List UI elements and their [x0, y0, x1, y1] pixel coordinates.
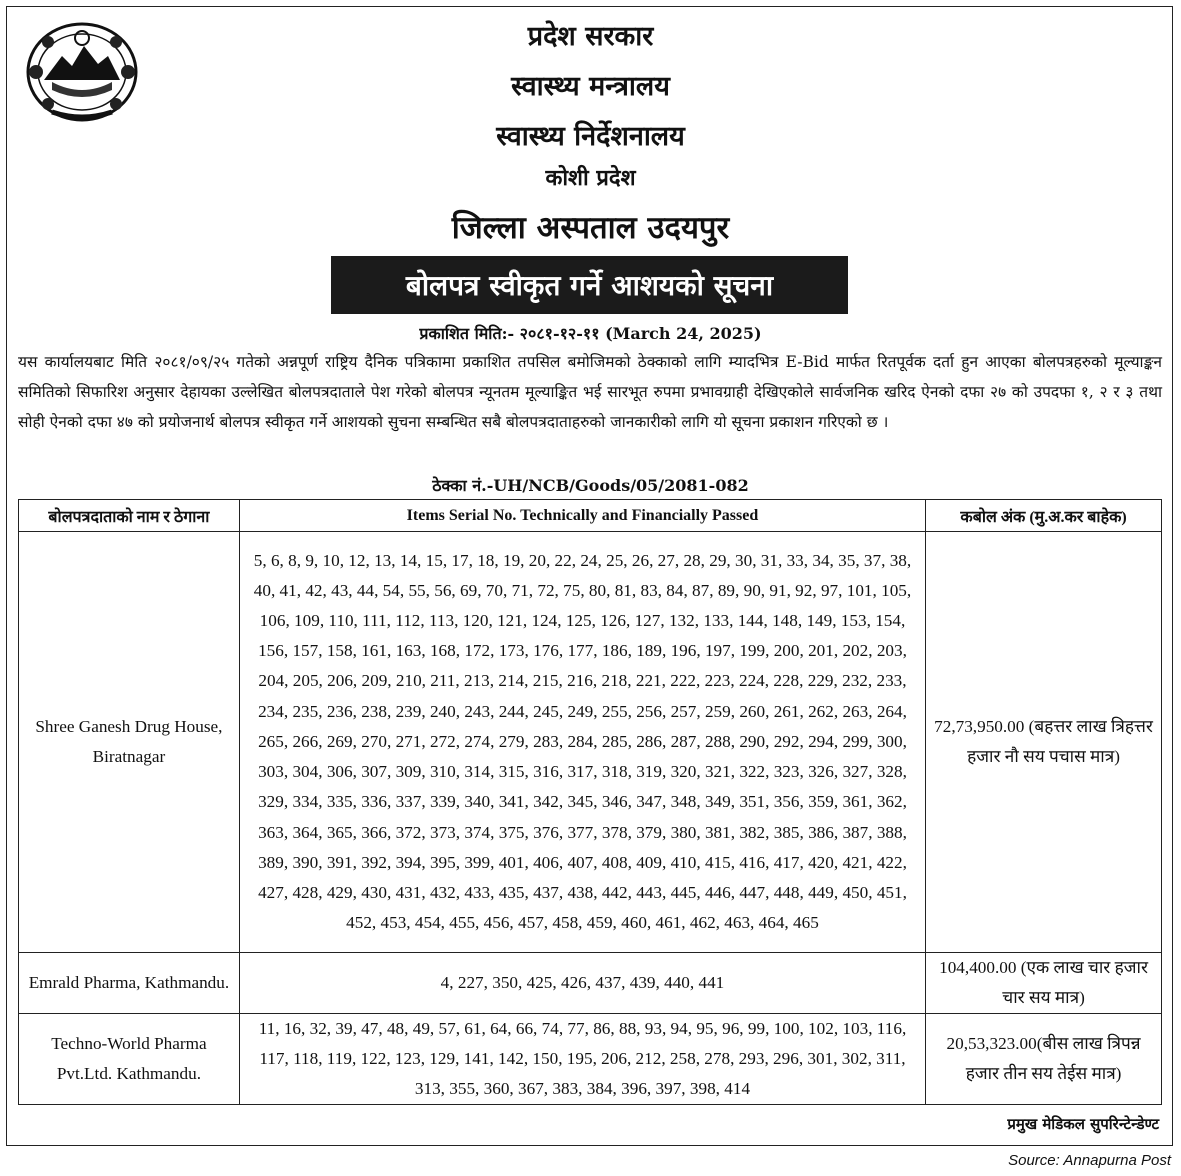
bids-table — [18, 499, 1162, 1105]
table-row — [19, 1014, 1162, 1105]
bidder-name: Techno-World Pharma Pvt.Ltd. Kathmandu. — [19, 1014, 240, 1105]
bid-amount: 104,400.00 (एक लाख चार हजार चार सय मात्र) — [926, 953, 1162, 1014]
hospital-title: जिल्ला अस्पताल उदयपुर — [451, 210, 730, 246]
notice-title: बोलपत्र स्वीकृत गर्ने आशयको सूचना — [405, 269, 774, 302]
table-row — [19, 532, 1162, 953]
ministry-title: स्वास्थ्य मन्त्रालय — [511, 71, 670, 102]
bidder-name: Emrald Pharma, Kathmandu. — [19, 953, 240, 1014]
contract-number: ठेक्का नं.-UH/NCB/Goods/05/2081-082 — [432, 476, 749, 495]
table-row — [19, 953, 1162, 1014]
directorate-title: स्वास्थ्य निर्देशनालय — [496, 121, 685, 152]
bid-amount: 72,73,950.00 (बहत्तर लाख त्रिहत्तर हजार नौ सय पचास मात्र) — [926, 532, 1162, 953]
items-list: 11, 16, 32, 39, 47, 48, 49, 57, 61, 64, 66, 74, 77, 86, 88, 93, 94, 95, 96, 99, 100, 102, 103, 116, 117, 118, 119, 122, 123, 129, 141, 142, 150, 195, 206, 212, 258, 278, 293, 296, 301, 302, 311, 313, 355, 360, 367, 383, 384, 396, 397, 398, 414 — [239, 1014, 925, 1105]
bid-amount: 20,53,323.00(बीस लाख त्रिपन्न हजार तीन सय तेईस मात्र) — [926, 1014, 1162, 1105]
province-title: कोशी प्रदेश — [545, 165, 636, 191]
header-amount: कबोल अंक (मु.अ.कर बाहेक) — [926, 500, 1162, 532]
notice-body: यस कार्यालयबाट मिति २०८१/०९/२५ गतेको अन्नपूर्ण राष्ट्रिय दैनिक पत्रिकामा प्रकाशित तपसिल बमोजिमको ठेक्काको लागि म्यादभित्र E-Bid मार्फत रितपूर्वक दर्ता हुन आएका बोलपत्रहरुको मूल्याङ्कन समितिको सिफारिश अनुसार देहायका उल्लेखित बोलपत्रदाताले पेश गरेको बोलपत्र न्यूनतम मूल्याङ्कित भई सारभूत रुपमा प्रभावग्राही देखिएकोले सार्वजनिक खरिद ऐनको दफा २७ को उपदफा १, २ र ३ तथा सोही ऐनको दफा ४७ को प्रयोजनार्थ बोलपत्र स्वीकृत गर्ने आशयको सुचना सम्बन्धित सबै बोलपत्रदाताहरुको जानकारीको लागि यो सूचना प्रकाशन गरिएको छ । — [18, 353, 1162, 431]
source-credit: Source: Annapurna Post — [1008, 1152, 1171, 1169]
table-header-row — [19, 500, 1162, 532]
notice-title-banner — [331, 256, 848, 314]
header-bidder: बोलपत्रदाताको नाम र ठेगाना — [19, 500, 240, 532]
published-date: प्रकाशित मिति:- २०८१-१२-११ (March 24, 2025) — [419, 324, 762, 343]
items-list: 5, 6, 8, 9, 10, 12, 13, 14, 15, 17, 18, 19, 20, 22, 24, 25, 26, 27, 28, 29, 30, 31, 33, 34, 35, 37, 38, 40, 41, 42, 43, 44, 54, 55, 56, 69, 70, 71, 72, 75, 80, 81, 83, 84, 87, 89, 90, 91, 92, 97, 101, 105, 106, 109, 110, 111, 112, 113, 120, 121, 124, 125, 126, 127, 132, 133, 144, 148, 149, 153, 154, 156, 157, 158, 161, 163, 168, 172, 173, 176, 177, 186, 189, 196, 197, 199, 200, 201, 202, 203, 204, 205, 206, 209, 210, 211, 213, 214, 215, 216, 218, 221, 222, 223, 224, 228, 229, 232, 233, 234, 235, 236, 238, 239, 240, 243, 244, 245, 249, 255, 256, 257, 259, 260, 261, 262, 263, 264, 265, 266, 269, 270, 271, 272, 274, 279, 283, 284, 285, 286, 287, 288, 290, 292, 294, 299, 300, 303, 304, 306, 307, 309, 310, 314, 315, 316, 317, 318, 319, 320, 321, 322, 323, 326, 327, 328, 329, 334, 335, 336, 337, 339, 340, 341, 342, 345, 346, 347, 348, 349, 351, 356, 359, 361, 362, 363, 364, 365, 366, 372, 373, 374, 375, 376, 377, 378, 379, 380, 381, 382, 385, 386, 387, 388, 389, 390, 391, 392, 394, 395, 399, 401, 406, 407, 408, 409, 410, 415, 416, 417, 420, 421, 422, 427, 428, 429, 430, 431, 432, 433, 435, 437, 438, 442, 443, 445, 446, 447, 448, 449, 450, 451, 452, 453, 454, 455, 456, 457, 458, 459, 460, 461, 462, 463, 464, 465 — [239, 532, 925, 953]
header-items: Items Serial No. Technically and Financially Passed — [239, 500, 925, 532]
items-list: 4, 227, 350, 425, 426, 437, 439, 440, 441 — [239, 953, 925, 1014]
govt-title: प्रदेश सरकार — [527, 21, 654, 52]
bidder-name: Shree Ganesh Drug House, Biratnagar — [19, 532, 240, 953]
signatory-title: प्रमुख मेडिकल सुपरिन्टेन्डेण्ट — [1007, 1115, 1159, 1133]
